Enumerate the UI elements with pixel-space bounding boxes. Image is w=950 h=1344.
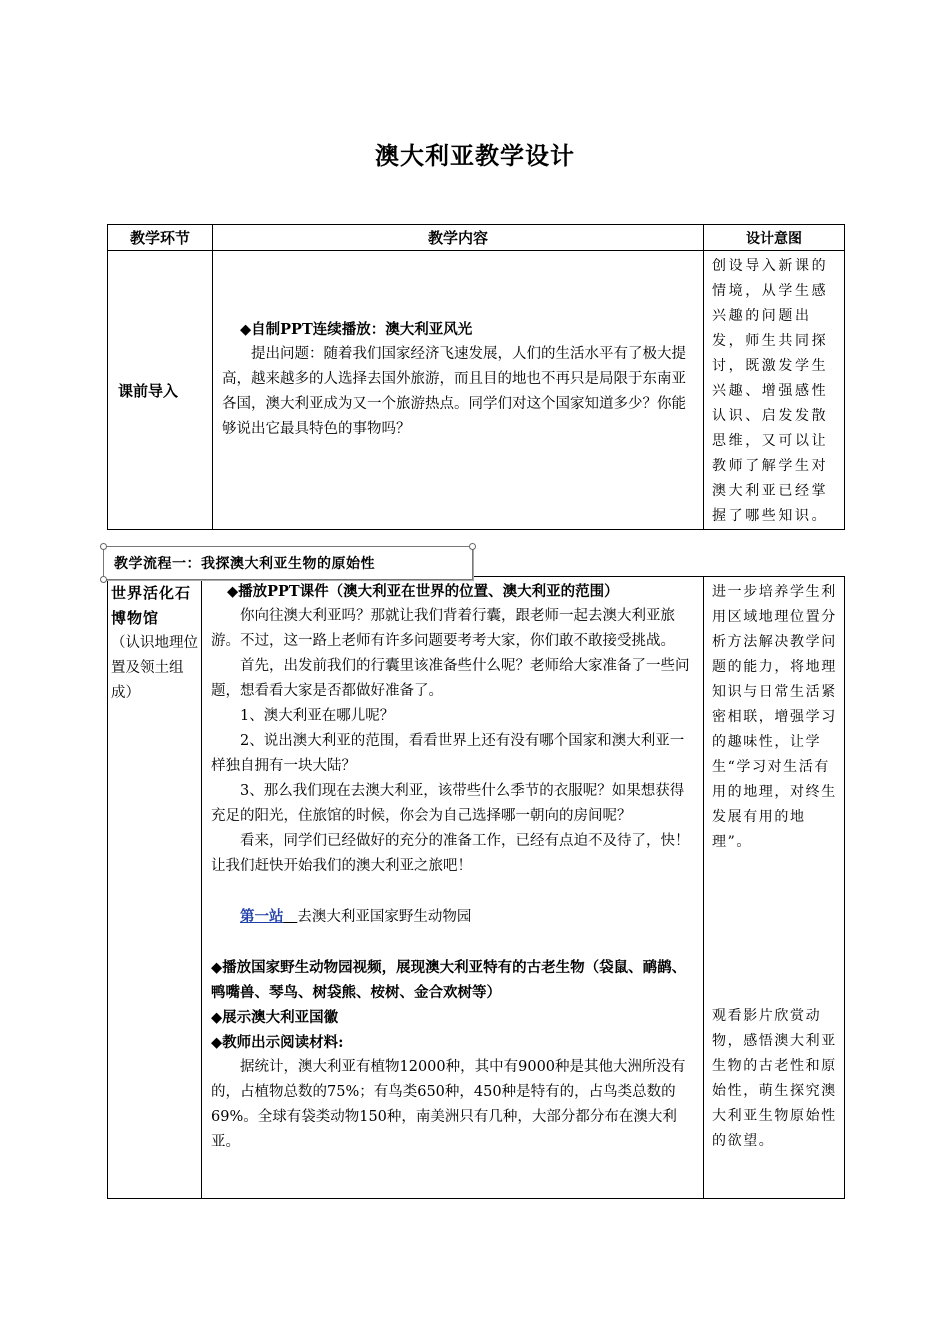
content-text: 提出问题：随着我们国家经济飞速发展，人们的生活水平有了极大提高，越来越多的人选择去国外旅游，而且目的地也不再只是局限于东南亚各国，澳大利亚成为又一个旅游热点。同学们对这个国家知道多少？你能够说出它最具特色的事物吗？ — [222, 346, 686, 437]
lesson-plan-table-intro — [107, 224, 845, 530]
resize-handle[interactable] — [469, 543, 476, 550]
flow-heading-label: 教学流程一：我探澳大利亚生物的原始性 — [114, 556, 375, 572]
intent-cell — [704, 577, 845, 1199]
emblem-instruction: ◆展示澳大利亚国徽 — [211, 1009, 339, 1026]
station-label: 第一站 — [240, 908, 284, 925]
resize-handle[interactable] — [100, 543, 107, 550]
flow-heading-box[interactable] — [103, 546, 473, 580]
header-content: 教学内容 — [213, 225, 704, 251]
content-cell — [202, 577, 704, 1199]
station-text: 去澳大利亚国家野生动物园 — [297, 909, 472, 925]
question-1: 1、澳大利亚在哪儿呢？ — [240, 708, 395, 724]
resize-handle[interactable] — [100, 576, 107, 583]
station-line — [211, 904, 695, 930]
lesson-plan-table-flow1 — [107, 576, 845, 1199]
ppt-instruction: ◆播放PPT课件（澳大利亚在世界的位置、澳大利亚的范围） — [226, 583, 619, 600]
header-intent: 设计意图 — [704, 225, 845, 251]
stage-cell: 课前导入 — [108, 251, 213, 530]
table-row — [108, 251, 845, 530]
stage-cell — [108, 577, 202, 1199]
video-instruction: ◆播放国家野生动物园视频，展现澳大利亚特有的古老生物（袋鼠、鸸鹋、鸭嘴兽、琴鸟、树袋熊、桉树、金合欢树等） — [211, 959, 687, 1001]
page-title: 澳大利亚教学设计 — [375, 141, 575, 170]
question-3: 3、那么我们现在去澳大利亚，该带些什么季节的衣服呢？如果想获得充足的阳光，住旅馆的时候，你会为自己选择哪一朝向的房间呢？ — [211, 783, 685, 824]
table-header-row — [108, 225, 845, 251]
intent-text-2: 观看影片欣赏动物，感悟澳大利亚生物的古老性和原始性，萌生探究澳大利亚生物原始性的欲望。 — [712, 1008, 837, 1149]
paragraph: 你向往澳大利亚吗？那就让我们背着行囊，跟老师一起去澳大利亚旅游。不过，这一路上老师有许多问题要考考大家，你们敢不敢接受挑战。 — [211, 608, 675, 649]
question-2: 2、说出澳大利亚的范围，看看世界上还有没有哪个国家和澳大利亚一样独自拥有一块大陆？ — [211, 733, 685, 774]
intent-cell: 创设导入新课的情境，从学生感兴趣的问题出发，师生共同探讨，既激发学生兴趣、增强感性认识、启发发散思维，又可以让教师了解学生对澳大利亚已经掌握了哪些知识。 — [704, 251, 845, 530]
table-row — [108, 577, 845, 1199]
paragraph: 首先，出发前我们的行囊里该准备些什么呢？老师给大家准备了一些问题，想看看大家是否都做好准备了。 — [211, 658, 690, 699]
content-cell — [213, 251, 704, 530]
header-stage: 教学环节 — [108, 225, 213, 251]
stage-title: 世界活化石博物馆 — [111, 584, 192, 627]
paragraph: 看来，同学们已经做好的充分的准备工作，已经有点迫不及待了，快！让我们赶快开始我们的澳大利亚之旅吧！ — [211, 833, 690, 874]
stage-note: （认识地理位置及领土组成） — [111, 635, 198, 701]
reading-material: 据统计，澳大利亚有植物12000种，其中有9000种是其他大洲所没有的，占植物总数的75%；有鸟类650种，450种是特有的，占鸟类总数的69%。全球有袋类动物150种，南美洲只有几种，大部分都分布在澳大利亚。 — [211, 1059, 686, 1150]
reading-instruction: ◆教师出示阅读材料: — [211, 1034, 344, 1051]
content-title: ◆自制PPT连续播放：澳大利亚风光 — [240, 321, 473, 338]
intent-text-1: 进一步培养学生利用区域地理位置分析方法解决教学问题的能力，将地理知识与日常生活紧密相联，增强学习的趣味性，让学生“学习对生活有用的地理，对终生发展有用的地理”。 — [712, 584, 837, 850]
